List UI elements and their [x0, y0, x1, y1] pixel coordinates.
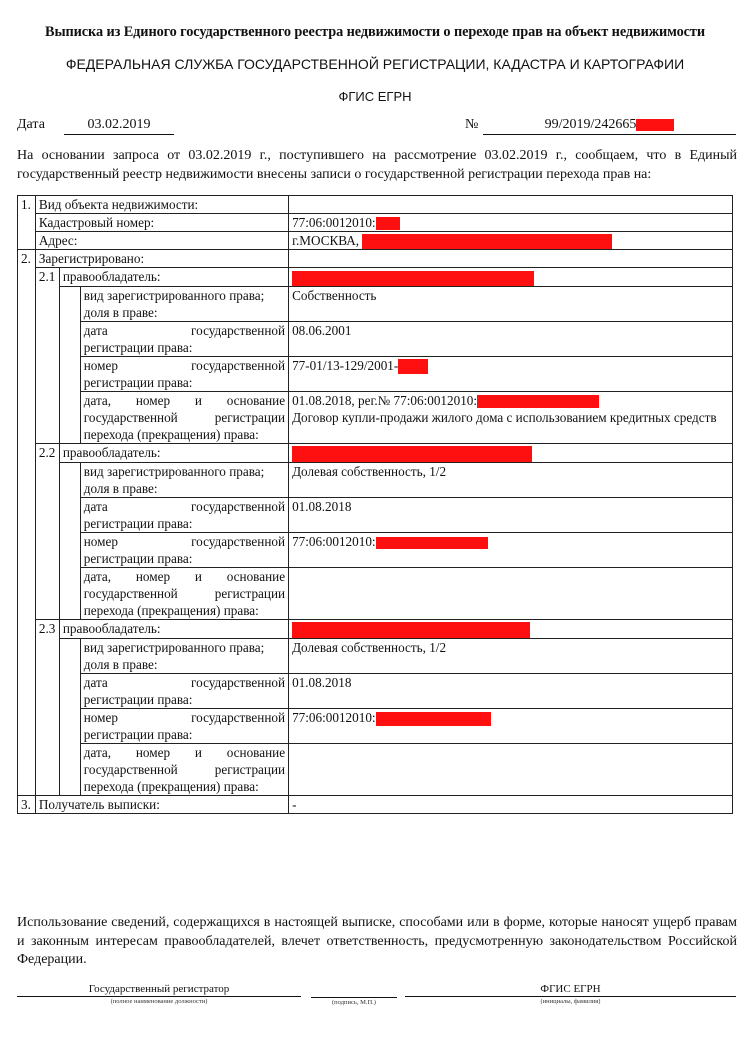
reg-date-label: дата государственной регистрации права:: [80, 321, 288, 356]
redaction-mark: [398, 359, 428, 374]
table-row: [18, 268, 733, 286]
section-number: 1.: [18, 196, 36, 250]
basis-value: [289, 743, 733, 795]
recipient-value: -: [289, 795, 733, 813]
signature-name: ФГИС ЕГРН (инициалы, фамилия): [405, 983, 736, 1005]
redaction-mark: [362, 234, 612, 249]
reg-number-value: 77-01/13-129/2001-: [292, 357, 399, 373]
basis-value-line2: Договор купли-продажи жилого дома с использованием кредитных средств: [292, 409, 717, 425]
table-row: [18, 673, 733, 708]
redaction-mark: [636, 119, 674, 131]
basis-label: дата, номер и основание государственной регистрации перехода (прекращения) права:: [80, 743, 288, 795]
section-heading: Вид объекта недвижимости:: [35, 196, 288, 214]
empty-cell: [289, 250, 733, 268]
signature-position: Государственный регистратор (полное наименование должности): [17, 983, 301, 1005]
table-row: [18, 743, 733, 795]
table-row: [18, 232, 733, 250]
basis-label: дата, номер и основание государственной регистрации перехода (прекращения) права:: [80, 567, 288, 619]
table-row: [18, 321, 733, 356]
table-row: [18, 391, 733, 443]
usage-notice: Использование сведений, содержащихся в настоящей выписке, способами или в форме, которые наносят ущерб правам и законным интересам правообладателей, влечет ответственность, предусмотренную законодательством Российской Федерации.: [17, 915, 737, 967]
address-value-cell: [289, 232, 733, 250]
number-value: 99/2019/242665: [544, 117, 637, 132]
basis-value: [289, 567, 733, 619]
right-type-label: вид зарегистрированного права; доля в праве:: [80, 638, 288, 673]
intro-paragraph: На основании запроса от 03.02.2019 г., поступившего на рассмотрение 03.02.2019 г., сообщаем, что в Единый государственный реестр недвижимости внесены записи о государственной регистрации перехода прав на:: [17, 148, 737, 182]
table-row: [18, 619, 733, 638]
holder-number: 2.3: [35, 619, 59, 795]
registry-table: [17, 195, 733, 814]
holder-number: 2.1: [35, 268, 59, 443]
table-row: [18, 356, 733, 391]
date-row: [17, 117, 151, 133]
holder-label: правообладатель:: [59, 619, 288, 638]
table-row: [18, 443, 733, 462]
holder-value-cell: [289, 268, 733, 286]
redaction-mark: [477, 395, 599, 408]
reg-number-value: 77:06:0012010:: [292, 709, 376, 725]
reg-number-value: 77:06:0012010:: [292, 533, 376, 549]
date-label: Дата: [17, 117, 45, 132]
holder-label: правообладатель:: [59, 443, 288, 462]
right-type-value: Долевая собственность, 1/2: [289, 462, 733, 497]
empty-cell: [289, 196, 733, 214]
table-row: [18, 196, 733, 214]
basis-label: дата, номер и основание государственной регистрации перехода (прекращения) права:: [80, 391, 288, 443]
right-type-label: вид зарегистрированного права; доля в праве:: [80, 286, 288, 321]
signature-line: [311, 983, 397, 998]
date-value: 03.02.2019: [64, 117, 174, 135]
holder-value-cell: [289, 443, 733, 462]
address-label: Адрес:: [35, 232, 288, 250]
basis-value-cell: [289, 391, 733, 443]
redaction-mark: [292, 622, 530, 638]
indent-cell: [59, 638, 80, 795]
cadastral-value-cell: [289, 214, 733, 232]
redaction-mark: [292, 446, 532, 462]
section-number: 3.: [18, 795, 36, 813]
reg-number-cell: [289, 532, 733, 567]
cadastral-label: Кадастровый номер:: [35, 214, 288, 232]
number-label: №: [465, 117, 479, 132]
recipient-label: Получатель выписки:: [35, 795, 288, 813]
reg-number-label: номер государственной регистрации права:: [80, 532, 288, 567]
table-row: [18, 250, 733, 268]
number-row: [465, 117, 737, 137]
reg-date-value: 01.08.2018: [289, 673, 733, 708]
table-row: [18, 462, 733, 497]
reg-number-cell: [289, 708, 733, 743]
section-number: 2.: [18, 250, 36, 795]
reg-number-label: номер государственной регистрации права:: [80, 356, 288, 391]
holder-label: правообладатель:: [59, 268, 288, 286]
right-type-label: вид зарегистрированного права; доля в праве:: [80, 462, 288, 497]
section-heading: Зарегистрировано:: [35, 250, 288, 268]
table-row: [18, 567, 733, 619]
basis-value-line1: 01.08.2018, рег.№ 77:06:0012010:: [292, 392, 478, 408]
table-row: [18, 638, 733, 673]
reg-date-label: дата государственной регистрации права:: [80, 497, 288, 532]
signature-field: (подпись, М.П.): [311, 983, 397, 1006]
document-title: Выписка из Единого государственного реестра недвижимости о переходе прав на объект недвижимости: [45, 24, 705, 40]
redaction-mark: [376, 537, 488, 549]
reg-date-value: 01.08.2018: [289, 497, 733, 532]
number-value-wrap: [483, 117, 736, 135]
address-value: г.МОСКВА,: [292, 233, 360, 248]
reg-date-value: 08.06.2001: [289, 321, 733, 356]
indent-cell: [59, 462, 80, 619]
table-row: [18, 286, 733, 321]
reg-date-label: дата государственной регистрации права:: [80, 673, 288, 708]
reg-number-label: номер государственной регистрации права:: [80, 708, 288, 743]
agency-name: ФЕДЕРАЛЬНАЯ СЛУЖБА ГОСУДАРСТВЕННОЙ РЕГИСТРАЦИИ, КАДАСТРА И КАРТОГРАФИИ: [65, 56, 685, 72]
system-name: ФГИС ЕГРН: [338, 89, 412, 104]
cadastral-value: 77:06:0012010:: [292, 215, 376, 230]
redaction-mark: [292, 271, 534, 286]
table-row: [18, 708, 733, 743]
holder-value-cell: [289, 619, 733, 638]
redaction-mark: [376, 712, 491, 726]
reg-number-cell: [289, 356, 733, 391]
table-row: [18, 497, 733, 532]
redaction-mark: [376, 217, 400, 230]
table-row: [18, 532, 733, 567]
table-row: [18, 214, 733, 232]
right-type-value: Собственность: [289, 286, 733, 321]
right-type-value: Долевая собственность, 1/2: [289, 638, 733, 673]
table-row: [18, 795, 733, 813]
indent-cell: [59, 286, 80, 443]
holder-number: 2.2: [35, 443, 59, 619]
